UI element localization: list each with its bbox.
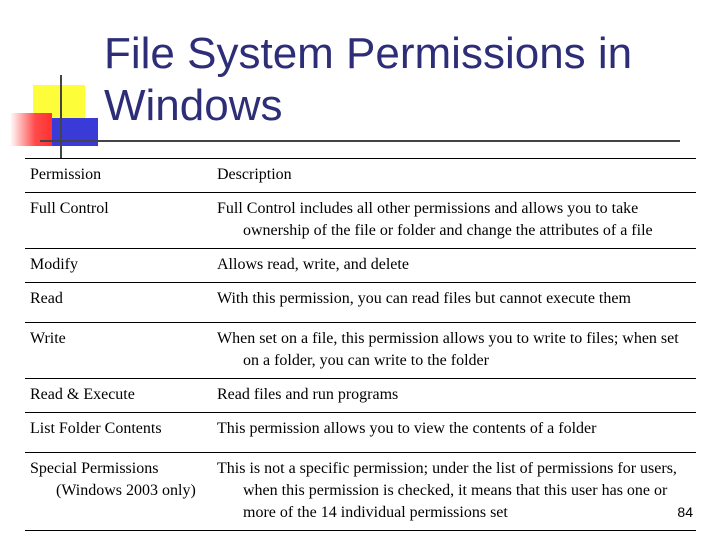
description-cell: Allows read, write, and delete [217, 256, 409, 273]
permission-cell: Read [30, 290, 63, 307]
table-row [25, 453, 696, 531]
permission-cell: Modify [30, 256, 78, 273]
slide-title [104, 28, 632, 132]
slide-title-line1: File System Permissions in [104, 29, 633, 78]
table-row [25, 249, 696, 283]
description-cell: Full Control includes all other permissions and allows you to take ownership of the file or folder and change the attributes of a file [217, 200, 653, 239]
description-cell: With this permission, you can read files but cannot execute them [217, 290, 631, 307]
table-header-row [25, 159, 696, 193]
permission-cell: List Folder Contents [30, 420, 162, 437]
page-number: 84 [677, 504, 693, 520]
decor-vertical-line [60, 75, 62, 158]
description-cell: This permission allows you to view the contents of a folder [217, 420, 597, 437]
title-divider-line [40, 140, 680, 142]
permission-cell: Full Control [30, 200, 109, 217]
table-row [25, 323, 696, 379]
permission-cell: Special Permissions (Windows 2003 only) [30, 460, 196, 499]
description-cell: Read files and run programs [217, 386, 399, 403]
table-row [25, 193, 696, 249]
header-permission: Permission [25, 159, 212, 193]
table-row [25, 413, 696, 453]
table-row [25, 283, 696, 323]
permission-cell: Read & Execute [30, 386, 135, 403]
permission-cell: Write [30, 330, 66, 347]
table-row [25, 379, 696, 413]
permissions-table [25, 158, 696, 531]
slide-title-line2: Windows [104, 81, 283, 130]
description-cell: When set on a file, this permission allows you to write to files; when set on a folder, you can write to the folder [217, 330, 679, 369]
description-cell: This is not a specific permission; under the list of permissions for users, when this permission is checked, it means that this user has one or more of the 14 individual permissions set [217, 460, 677, 521]
header-description: Description [212, 159, 696, 193]
